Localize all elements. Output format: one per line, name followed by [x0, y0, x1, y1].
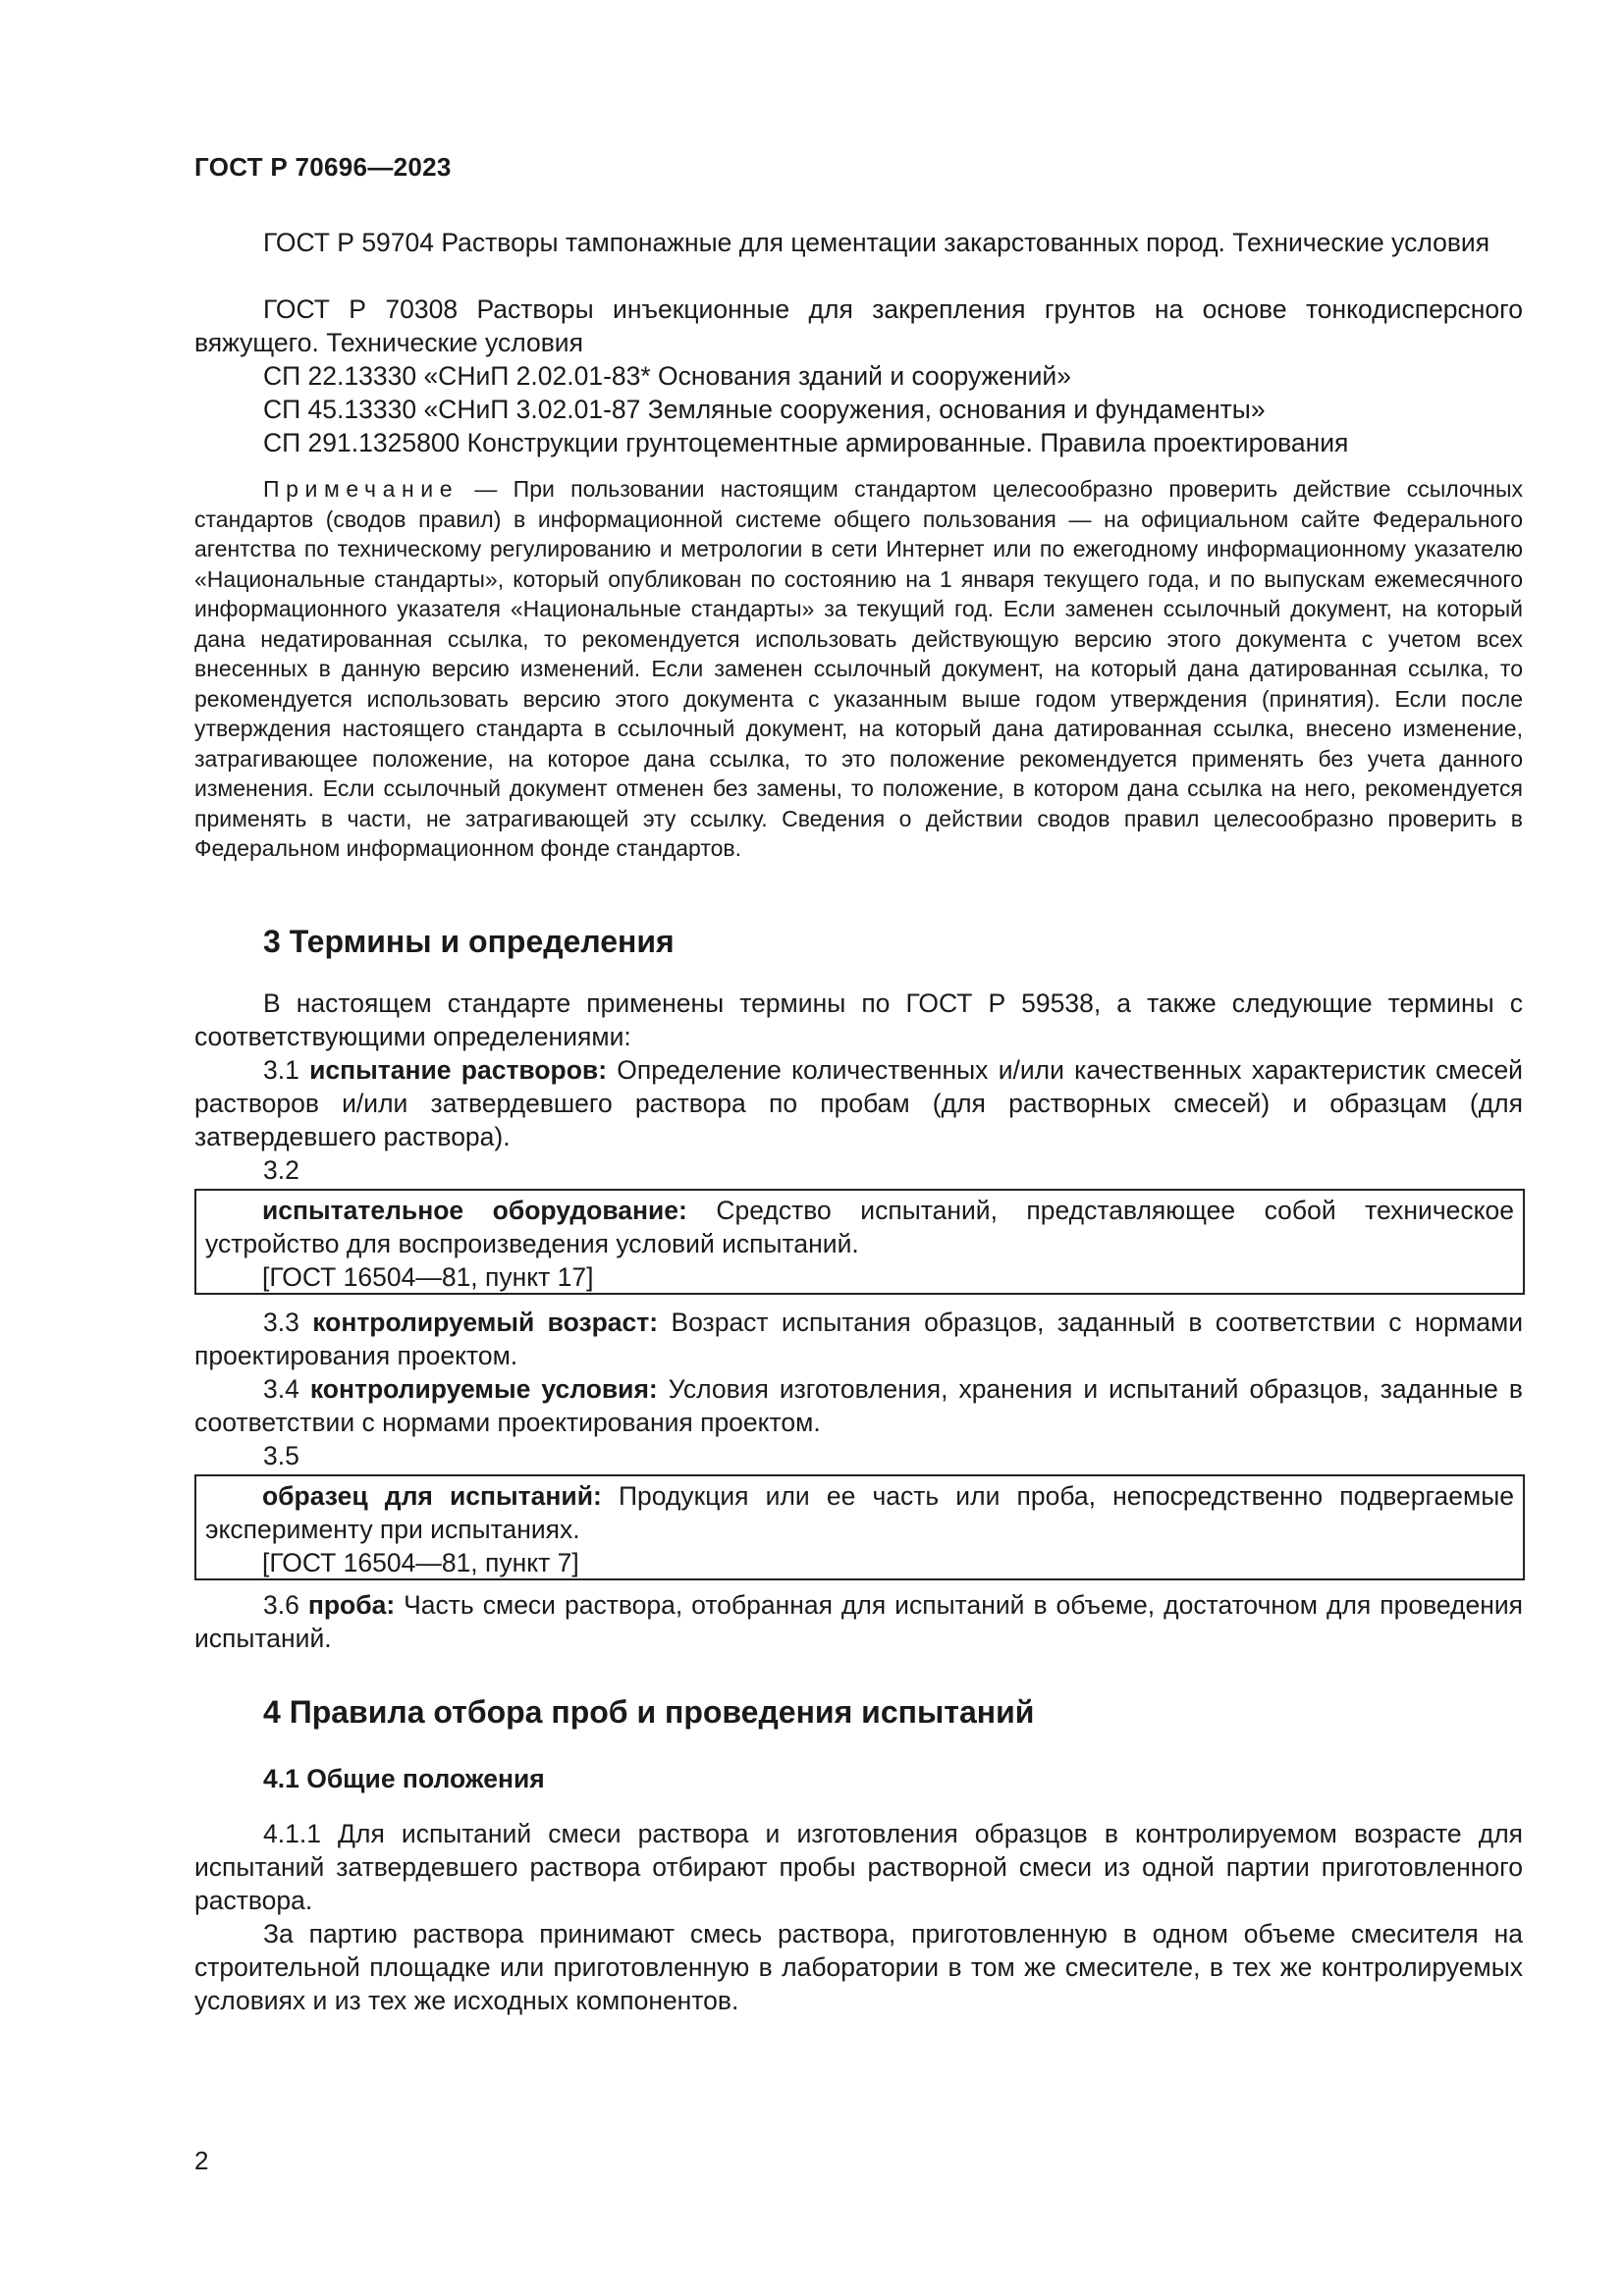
- term-name: испытательное оборудование:: [262, 1196, 687, 1225]
- term-3-5: [205, 1479, 1514, 1546]
- reference-item: СП 45.13330 «СНиП 3.02.01-87 Земляные сооружения, основания и фундаменты»: [263, 395, 1266, 424]
- term-source: [ГОСТ 16504—81, пункт 17]: [262, 1262, 594, 1292]
- reference-item: ГОСТ Р 70308 Растворы инъекционные для закрепления грунтов на основе тонкодисперсного вяжущего. Технические условия: [194, 294, 1523, 357]
- term-name: контролируемые условия:: [309, 1374, 658, 1404]
- term-number: 3.2: [263, 1155, 299, 1185]
- paragraph-batch-definition: За партию раствора принимают смесь раствора, приготовленную в одном объеме смесителя на строительной площадке или приготовленную в лаборатории в том же смесителе, в тех же контролируемых условиях и из тех же исходных компонентов.: [194, 1919, 1523, 2015]
- page-number: 2: [194, 2146, 209, 2175]
- term-definition: Продукция или ее часть или проба, непосредственно подвергаемые эксперименту при испытаниях.: [205, 1481, 1515, 1544]
- note-label: Примечание: [263, 476, 460, 502]
- term-number: 3.6: [263, 1590, 299, 1620]
- section-4-title: 4 Правила отбора проб и проведения испытаний: [263, 1694, 1035, 1730]
- paragraph-4-1-1: 4.1.1 Для испытаний смеси раствора и изготовления образцов в контролируемом возрасте для испытаний затвердевшего раствора отбирают пробы растворной смеси из одной партии приготовленного раствора.: [194, 1819, 1523, 1915]
- reference-item: СП 22.13330 «СНиП 2.02.01-83* Основания зданий и сооружений»: [263, 361, 1071, 391]
- section-3-intro: В настоящем стандарте применены термины по ГОСТ Р 59538, а также следующие термины с соответствующими определениями:: [194, 988, 1523, 1051]
- term-3-5-box: [194, 1474, 1525, 1580]
- term-name: контролируемый возраст:: [312, 1308, 659, 1337]
- reference-item: СП 291.1325800 Конструкции грунтоцементные армированные. Правила проектирования: [263, 428, 1349, 457]
- term-3-2-box: [194, 1189, 1525, 1295]
- term-definition: Условия изготовления, хранения и испытаний образцов, заданные в соответствии с нормами проектирования проектом.: [194, 1374, 1524, 1437]
- term-definition: Средство испытаний, представляющее собой техническое устройство для воспроизведения условий испытаний.: [205, 1196, 1514, 1258]
- term-number: 3.4: [263, 1374, 299, 1404]
- term-name: проба:: [307, 1590, 396, 1620]
- term-source: [ГОСТ 16504—81, пункт 7]: [262, 1548, 579, 1577]
- term-name: испытание растворов:: [309, 1055, 608, 1085]
- term-definition: Часть смеси раствора, отобранная для испытаний в объеме, достаточном для проведения испытаний.: [194, 1590, 1523, 1653]
- term-3-3: [194, 1306, 1523, 1372]
- term-3-4: [194, 1372, 1523, 1439]
- note-paragraph: [194, 474, 1523, 864]
- term-name: образец для испытаний:: [262, 1481, 602, 1511]
- term-3-1: [194, 1053, 1523, 1153]
- term-3-6: [194, 1588, 1523, 1655]
- document-header: ГОСТ Р 70696—2023: [194, 152, 452, 182]
- subsection-4-1-title: 4.1 Общие положения: [263, 1764, 545, 1793]
- note-text: — При пользовании настоящим стандартом целесообразно проверить действие ссылочных стандартов (сводов правил) в информационной системе общего пользования — на официальном сайте Федерального агентства по техническому регулированию и метрологии в сети Интернет или по ежегодному информационному указателю «Национальные стандарты», который опубликован по состоянию на 1 января текущего года, и по выпускам ежемесячного информационного указателя «Национальные стандарты» за текущий год. Если заменен ссылочный документ, на который дана недатированная ссылка, то рекомендуется использовать действующую версию этого документа с учетом всех внесенных в данную версию изменений. Если заменен ссылочный документ, на который дана датированная ссылка, то рекомендуется использовать версию этого документа с указанным выше годом утверждения (принятия). Если после утверждения настоящего стандарта в ссылочный документ, на который дана датированная ссылка, внесено изменение, затрагивающее положение, на которое дана ссылка, то это положение рекомендуется применять без учета данного изменения. Если ссылочный документ отменен без замены, то положение, в котором дана ссылка на него, рекомендуется применять в части, не затрагивающей эту ссылку. Сведения о действии сводов правил целесообразно проверить в Федеральном информационном фонде стандартов.: [194, 476, 1523, 861]
- section-3-title: 3 Термины и определения: [263, 924, 675, 959]
- term-number: 3.5: [263, 1441, 299, 1470]
- term-definition: Возраст испытания образцов, заданный в соответствии с нормами проектирования проектом.: [194, 1308, 1523, 1370]
- term-3-2: [205, 1194, 1514, 1260]
- term-number: 3.1: [263, 1055, 299, 1085]
- term-number: 3.3: [263, 1308, 299, 1337]
- term-definition: Определение количественных и/или качественных характеристик смесей растворов и/или затвердевшего раствора по пробам (для растворных смесей) и образцам (для затвердевшего раствора).: [194, 1055, 1523, 1151]
- reference-item: ГОСТ Р 59704 Растворы тампонажные для цементации закарстованных пород. Технические условия: [263, 228, 1490, 257]
